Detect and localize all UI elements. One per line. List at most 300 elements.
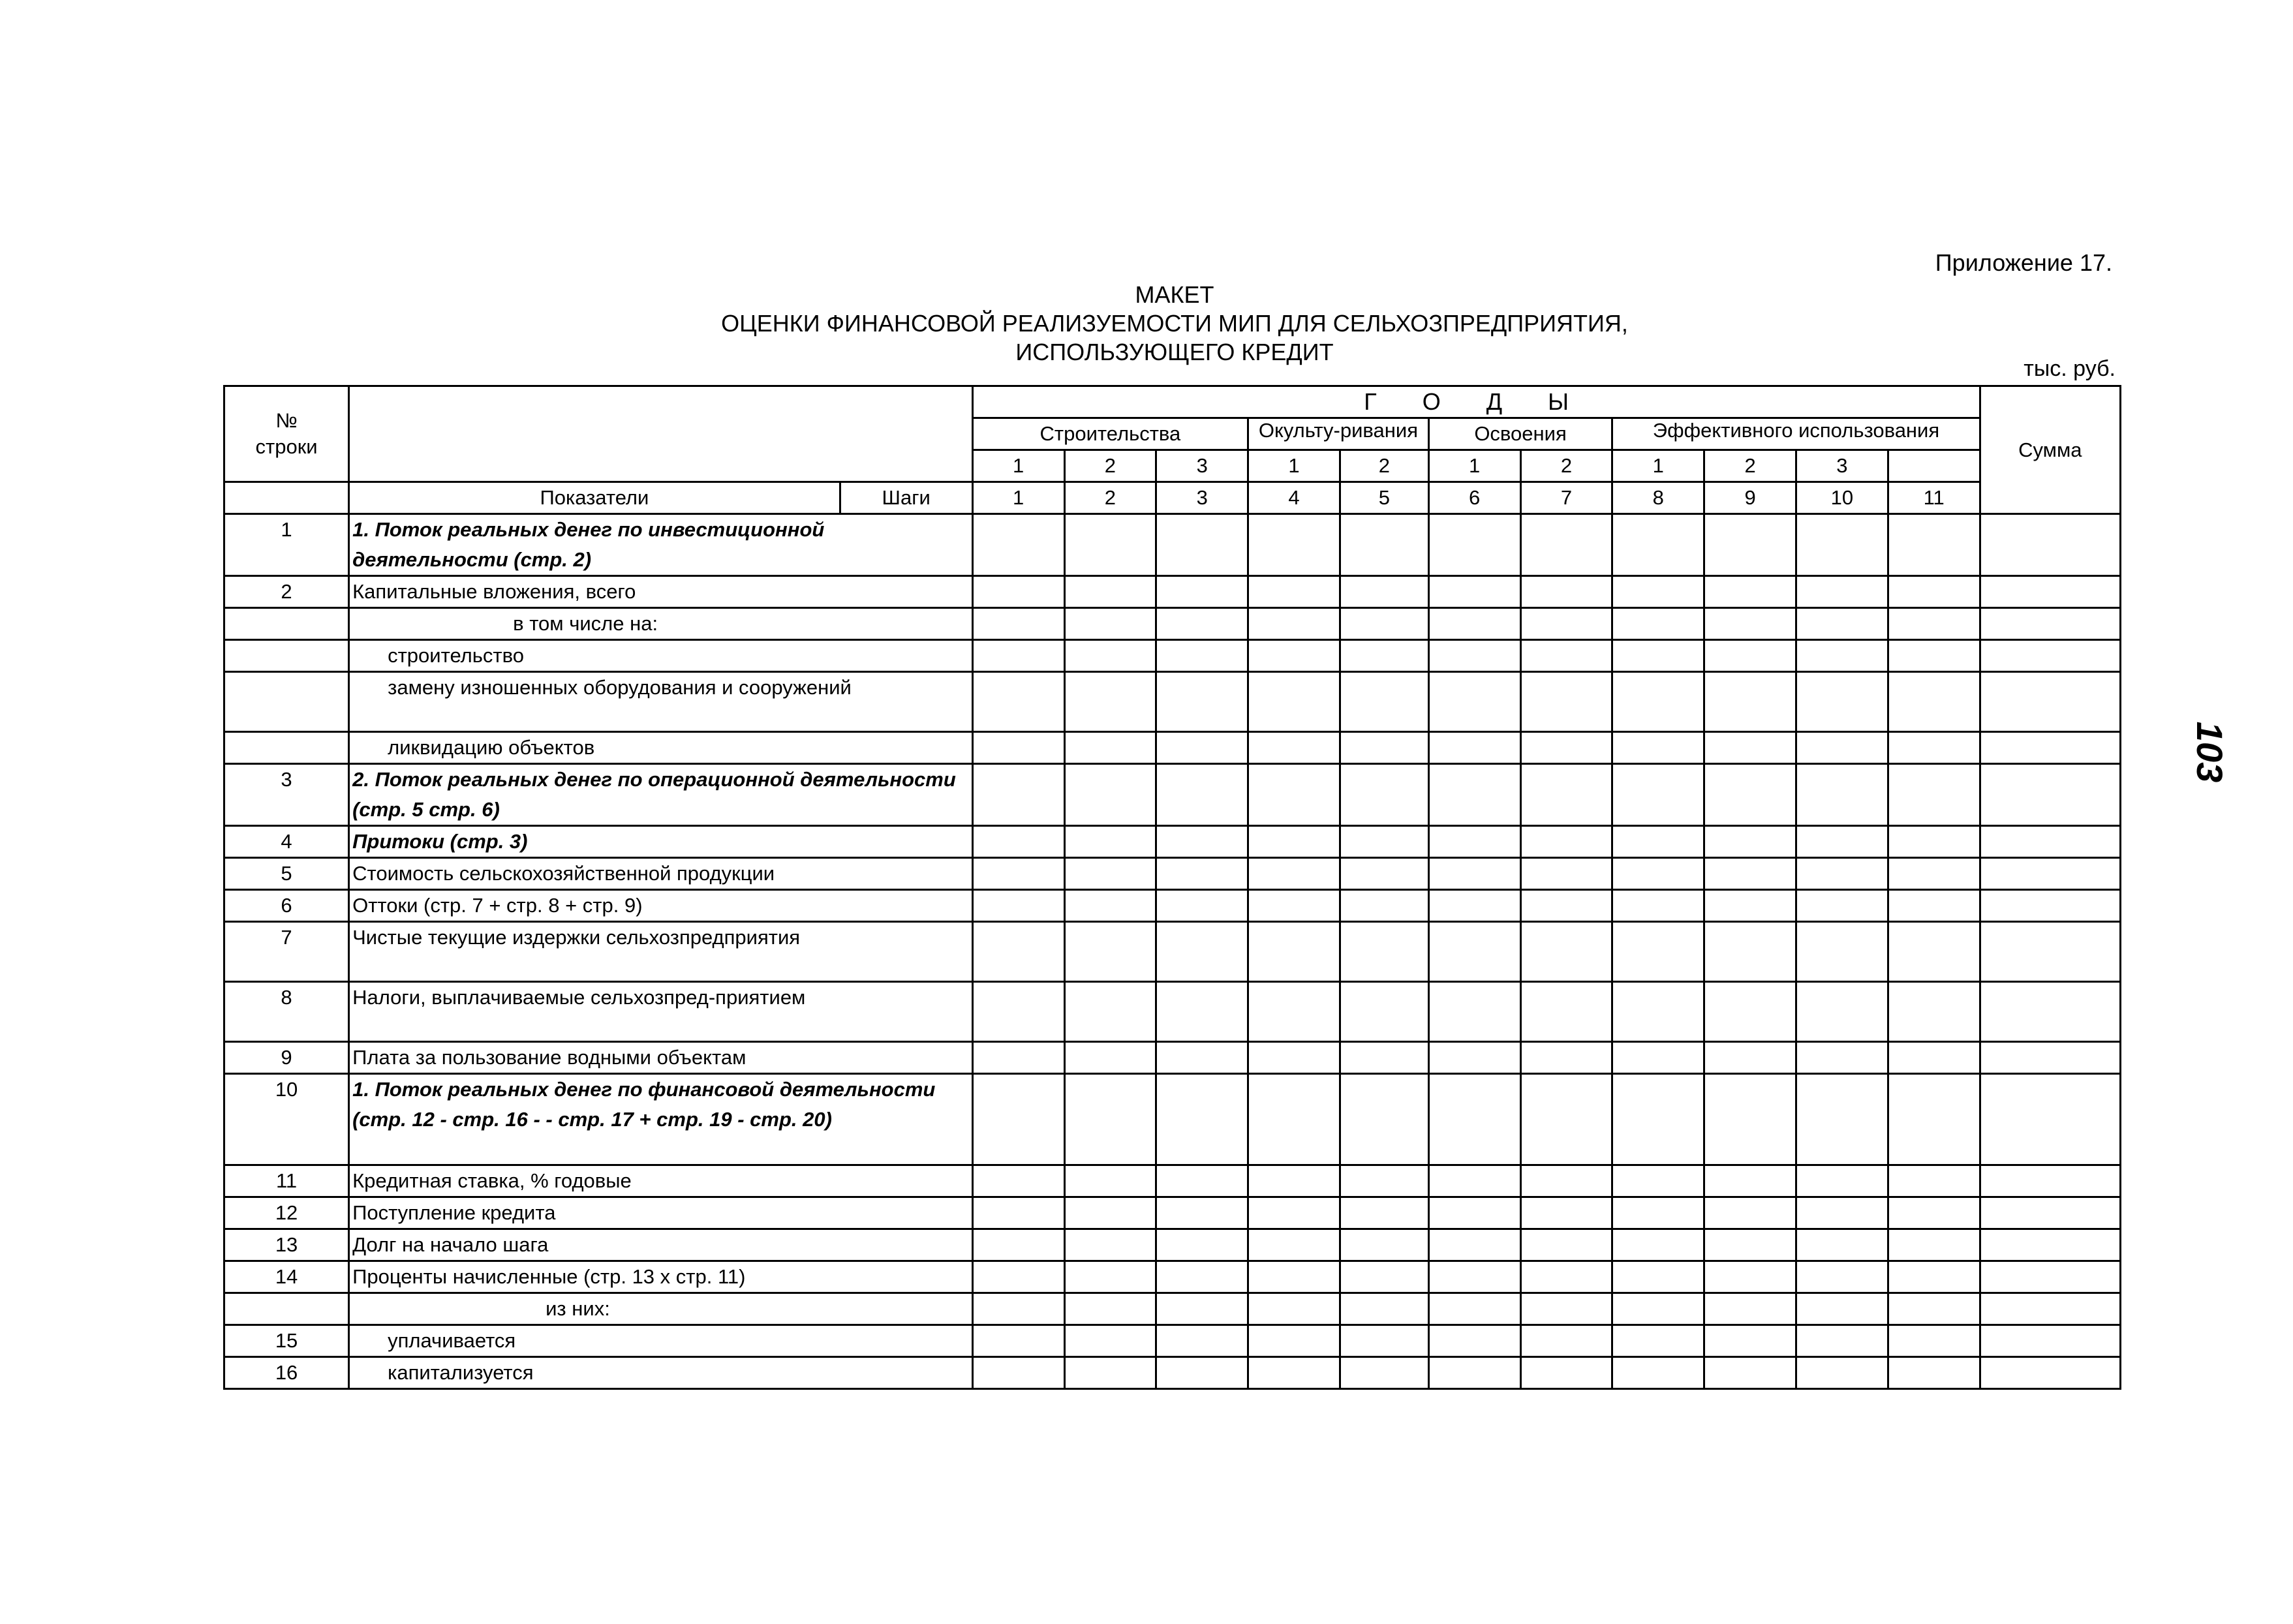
value-cell[interactable] (1520, 1197, 1612, 1229)
row-number (224, 1293, 349, 1325)
sum-cell[interactable] (1980, 1261, 2120, 1293)
header-indicators-blank (349, 386, 973, 482)
value-cell[interactable] (1796, 672, 1888, 732)
sum-cell[interactable] (1980, 1357, 2120, 1389)
period-construction: Строительства (972, 418, 1248, 450)
table-row (224, 640, 2121, 672)
value-cell[interactable] (1428, 640, 1520, 672)
value-cell[interactable] (1064, 732, 1156, 764)
value-cell[interactable] (1704, 576, 1796, 608)
table-row (224, 858, 2121, 890)
value-cell[interactable] (1428, 732, 1520, 764)
value-cell[interactable] (1156, 1325, 1248, 1357)
value-cell[interactable] (1612, 1165, 1704, 1197)
value-cell[interactable] (1156, 982, 1248, 1042)
value-cell[interactable] (1340, 1197, 1428, 1229)
value-cell[interactable] (1796, 1197, 1888, 1229)
row-indicator: Плата за пользование водными объектам (349, 1042, 973, 1074)
value-cell[interactable] (972, 1357, 1064, 1389)
value-cell[interactable] (1520, 1357, 1612, 1389)
value-cell[interactable] (1520, 1229, 1612, 1261)
value-cell[interactable] (1340, 672, 1428, 732)
sum-cell[interactable] (1980, 982, 2120, 1042)
value-cell[interactable] (1064, 1325, 1156, 1357)
value-cell[interactable] (1064, 1229, 1156, 1261)
value-cell[interactable] (1064, 1197, 1156, 1229)
value-cell[interactable] (1520, 514, 1612, 576)
table-body (224, 514, 2121, 1389)
value-cell[interactable] (1888, 922, 1980, 982)
header-sum: Сумма (1980, 386, 2120, 514)
sum-cell[interactable] (1980, 576, 2120, 608)
value-cell[interactable] (1612, 576, 1704, 608)
header-row-no-blank (224, 482, 349, 514)
value-cell[interactable] (1888, 858, 1980, 890)
value-cell[interactable] (1156, 1261, 1248, 1293)
value-cell[interactable] (972, 890, 1064, 922)
table-row (224, 826, 2121, 858)
title-line-3: ИСПОЛЬЗУЮЩЕГО КРЕДИТ (1015, 339, 1334, 365)
value-cell[interactable] (1612, 922, 1704, 982)
value-cell[interactable] (1796, 982, 1888, 1042)
table-row (224, 890, 2121, 922)
value-cell[interactable] (1340, 514, 1428, 576)
value-cell[interactable] (1248, 732, 1340, 764)
value-cell[interactable] (1888, 764, 1980, 826)
value-cell[interactable] (972, 1325, 1064, 1357)
value-cell[interactable] (1796, 764, 1888, 826)
value-cell[interactable] (1428, 514, 1520, 576)
value-cell[interactable] (1340, 576, 1428, 608)
value-cell[interactable] (1428, 1042, 1520, 1074)
value-cell[interactable] (1340, 1165, 1428, 1197)
value-cell[interactable] (1248, 672, 1340, 732)
sum-cell[interactable] (1980, 608, 2120, 640)
value-cell[interactable] (1520, 576, 1612, 608)
value-cell[interactable] (1704, 1357, 1796, 1389)
value-cell[interactable] (972, 922, 1064, 982)
value-cell[interactable] (1248, 826, 1340, 858)
value-cell[interactable] (1428, 1074, 1520, 1165)
row-indicator: Чистые текущие издержки сельхозпредприятия (349, 922, 973, 982)
value-cell[interactable] (1248, 1325, 1340, 1357)
row-number: 11 (224, 1165, 349, 1197)
value-cell[interactable] (1156, 1229, 1248, 1261)
value-cell[interactable] (1796, 1261, 1888, 1293)
value-cell[interactable] (1156, 922, 1248, 982)
value-cell[interactable] (1888, 1042, 1980, 1074)
header-indicators (349, 482, 973, 514)
value-cell[interactable] (1340, 1074, 1428, 1165)
value-cell[interactable] (1888, 982, 1980, 1042)
value-cell[interactable] (1612, 890, 1704, 922)
value-cell[interactable] (1064, 982, 1156, 1042)
value-cell[interactable] (1796, 826, 1888, 858)
value-cell[interactable] (1888, 1229, 1980, 1261)
value-cell[interactable] (1796, 1042, 1888, 1074)
value-cell[interactable] (1064, 1165, 1156, 1197)
value-cell[interactable] (1612, 732, 1704, 764)
value-cell[interactable] (1704, 982, 1796, 1042)
value-cell[interactable] (1064, 672, 1156, 732)
value-cell[interactable] (972, 608, 1064, 640)
value-cell[interactable] (1064, 576, 1156, 608)
value-cell[interactable] (1520, 1293, 1612, 1325)
value-cell[interactable] (1428, 1325, 1520, 1357)
value-cell[interactable] (1156, 890, 1248, 922)
sum-cell[interactable] (1980, 732, 2120, 764)
value-cell[interactable] (1428, 1261, 1520, 1293)
value-cell[interactable] (1796, 1357, 1888, 1389)
value-cell[interactable] (1248, 1229, 1340, 1261)
value-cell[interactable] (1796, 1293, 1888, 1325)
value-cell[interactable] (1064, 1261, 1156, 1293)
value-cell[interactable] (1156, 1197, 1248, 1229)
value-cell[interactable] (1888, 608, 1980, 640)
value-cell[interactable] (1156, 576, 1248, 608)
row-number: 8 (224, 982, 349, 1042)
value-cell[interactable] (1156, 826, 1248, 858)
value-cell[interactable] (1248, 608, 1340, 640)
value-cell[interactable] (1888, 514, 1980, 576)
value-cell[interactable] (1156, 732, 1248, 764)
sum-cell[interactable] (1980, 1042, 2120, 1074)
value-cell[interactable] (1888, 1261, 1980, 1293)
value-cell[interactable] (1520, 608, 1612, 640)
table-row (224, 576, 2121, 608)
row-indicator: из них: (349, 1293, 973, 1325)
value-cell[interactable] (1340, 890, 1428, 922)
value-cell[interactable] (1064, 858, 1156, 890)
value-cell[interactable] (1248, 1293, 1340, 1325)
value-cell[interactable] (1704, 1042, 1796, 1074)
step-number: 5 (1340, 482, 1428, 514)
value-cell[interactable] (1156, 1074, 1248, 1165)
value-cell[interactable] (1064, 890, 1156, 922)
table-row (224, 1325, 2121, 1357)
value-cell[interactable] (1612, 1229, 1704, 1261)
value-cell[interactable] (1612, 1261, 1704, 1293)
value-cell[interactable] (1704, 1165, 1796, 1197)
sum-cell[interactable] (1980, 1229, 2120, 1261)
value-cell[interactable] (1704, 1293, 1796, 1325)
sum-cell[interactable] (1980, 1293, 2120, 1325)
value-cell[interactable] (1156, 1165, 1248, 1197)
value-cell[interactable] (1156, 640, 1248, 672)
value-cell[interactable] (1520, 982, 1612, 1042)
value-cell[interactable] (972, 1197, 1064, 1229)
value-cell[interactable] (1428, 576, 1520, 608)
value-cell[interactable] (1428, 1165, 1520, 1197)
value-cell[interactable] (1796, 1165, 1888, 1197)
value-cell[interactable] (1704, 732, 1796, 764)
sum-cell[interactable] (1980, 1074, 2120, 1165)
table-row (224, 608, 2121, 640)
value-cell[interactable] (1612, 858, 1704, 890)
value-cell[interactable] (1340, 1293, 1428, 1325)
value-cell[interactable] (1888, 1293, 1980, 1325)
sum-cell[interactable] (1980, 672, 2120, 732)
value-cell[interactable] (1612, 1042, 1704, 1074)
value-cell[interactable] (1064, 1357, 1156, 1389)
value-cell[interactable] (1428, 982, 1520, 1042)
value-cell[interactable] (1520, 672, 1612, 732)
value-cell[interactable] (1888, 640, 1980, 672)
value-cell[interactable] (1612, 640, 1704, 672)
table-row (224, 514, 2121, 576)
value-cell[interactable] (1704, 640, 1796, 672)
value-cell[interactable] (1520, 1042, 1612, 1074)
value-cell[interactable] (1428, 672, 1520, 732)
value-cell[interactable] (1612, 672, 1704, 732)
row-indicator: 1. Поток реальных денег по инвестиционной деятельности (стр. 2) (349, 514, 973, 576)
table-row (224, 922, 2121, 982)
value-cell[interactable] (1156, 608, 1248, 640)
value-cell[interactable] (1888, 1165, 1980, 1197)
value-cell[interactable] (1796, 1229, 1888, 1261)
value-cell[interactable] (1704, 1074, 1796, 1165)
value-cell[interactable] (1704, 826, 1796, 858)
value-cell[interactable] (1612, 764, 1704, 826)
value-cell[interactable] (1612, 514, 1704, 576)
value-cell[interactable] (1428, 1357, 1520, 1389)
row-number (224, 608, 349, 640)
sum-cell[interactable] (1980, 514, 2120, 576)
period-year: 2 (1064, 450, 1156, 482)
value-cell[interactable] (972, 826, 1064, 858)
value-cell[interactable] (1064, 640, 1156, 672)
row-number: 2 (224, 576, 349, 608)
sum-cell[interactable] (1980, 1197, 2120, 1229)
value-cell[interactable] (1888, 1325, 1980, 1357)
value-cell[interactable] (1704, 922, 1796, 982)
value-cell[interactable] (1248, 1357, 1340, 1389)
value-cell[interactable] (1520, 1325, 1612, 1357)
financial-table (223, 385, 2121, 1390)
row-indicator: Налоги, выплачиваемые сельхозпред-приятием (349, 982, 973, 1042)
value-cell[interactable] (1612, 1325, 1704, 1357)
row-number: 14 (224, 1261, 349, 1293)
value-cell[interactable] (1704, 1197, 1796, 1229)
value-cell[interactable] (1888, 1197, 1980, 1229)
value-cell[interactable] (1796, 576, 1888, 608)
table-row (224, 982, 2121, 1042)
value-cell[interactable] (1612, 982, 1704, 1042)
value-cell[interactable] (1796, 732, 1888, 764)
table-row (224, 1261, 2121, 1293)
value-cell[interactable] (1248, 576, 1340, 608)
period-development: Освоения (1428, 418, 1612, 450)
value-cell[interactable] (1520, 1261, 1612, 1293)
value-cell[interactable] (1248, 764, 1340, 826)
appendix-label: Приложение 17. (1935, 249, 2112, 276)
value-cell[interactable] (1796, 858, 1888, 890)
value-cell[interactable] (1156, 764, 1248, 826)
value-cell[interactable] (1612, 1197, 1704, 1229)
value-cell[interactable] (1248, 1074, 1340, 1165)
value-cell[interactable] (1248, 922, 1340, 982)
value-cell[interactable] (1520, 922, 1612, 982)
value-cell[interactable] (972, 1261, 1064, 1293)
value-cell[interactable] (1888, 1357, 1980, 1389)
value-cell[interactable] (1248, 1165, 1340, 1197)
value-cell[interactable] (1704, 672, 1796, 732)
value-cell[interactable] (972, 672, 1064, 732)
value-cell[interactable] (1156, 1042, 1248, 1074)
value-cell[interactable] (1428, 858, 1520, 890)
value-cell[interactable] (1704, 1325, 1796, 1357)
sum-cell[interactable] (1980, 826, 2120, 858)
value-cell[interactable] (1612, 1074, 1704, 1165)
value-cell[interactable] (1156, 1293, 1248, 1325)
value-cell[interactable] (1340, 1357, 1428, 1389)
value-cell[interactable] (1248, 1042, 1340, 1074)
value-cell[interactable] (1340, 1325, 1428, 1357)
value-cell[interactable] (1428, 1229, 1520, 1261)
value-cell[interactable] (1796, 640, 1888, 672)
value-cell[interactable] (1340, 764, 1428, 826)
value-cell[interactable] (1428, 890, 1520, 922)
value-cell[interactable] (1340, 922, 1428, 982)
sum-cell[interactable] (1980, 1165, 2120, 1197)
value-cell[interactable] (972, 514, 1064, 576)
value-cell[interactable] (972, 1165, 1064, 1197)
value-cell[interactable] (1248, 514, 1340, 576)
row-indicator: Кредитная ставка, % годовые (349, 1165, 973, 1197)
value-cell[interactable] (1796, 922, 1888, 982)
value-cell[interactable] (1428, 1293, 1520, 1325)
value-cell[interactable] (972, 640, 1064, 672)
value-cell[interactable] (1248, 1261, 1340, 1293)
value-cell[interactable] (1704, 890, 1796, 922)
value-cell[interactable] (1704, 858, 1796, 890)
value-cell[interactable] (1796, 890, 1888, 922)
row-number: 9 (224, 1042, 349, 1074)
value-cell[interactable] (1520, 826, 1612, 858)
value-cell[interactable] (1064, 764, 1156, 826)
value-cell[interactable] (972, 1293, 1064, 1325)
value-cell[interactable] (1340, 608, 1428, 640)
value-cell[interactable] (1428, 1197, 1520, 1229)
value-cell[interactable] (1520, 858, 1612, 890)
value-cell[interactable] (1520, 640, 1612, 672)
value-cell[interactable] (1704, 1229, 1796, 1261)
value-cell[interactable] (1704, 514, 1796, 576)
value-cell[interactable] (1704, 1261, 1796, 1293)
value-cell[interactable] (1520, 1165, 1612, 1197)
row-indicator: в том числе на: (349, 608, 973, 640)
value-cell[interactable] (1796, 608, 1888, 640)
value-cell[interactable] (1520, 1074, 1612, 1165)
value-cell[interactable] (1428, 764, 1520, 826)
period-year: 2 (1340, 450, 1428, 482)
period-year: 1 (972, 450, 1064, 482)
value-cell[interactable] (1340, 640, 1428, 672)
value-cell[interactable] (1156, 672, 1248, 732)
row-indicator: Стоимость сельскохозяйственной продукции (349, 858, 973, 890)
value-cell[interactable] (972, 764, 1064, 826)
value-cell[interactable] (972, 1229, 1064, 1261)
value-cell[interactable] (1888, 1074, 1980, 1165)
value-cell[interactable] (1248, 982, 1340, 1042)
sum-cell[interactable] (1980, 890, 2120, 922)
sum-cell[interactable] (1980, 764, 2120, 826)
value-cell[interactable] (1248, 1197, 1340, 1229)
value-cell[interactable] (972, 1074, 1064, 1165)
value-cell[interactable] (1064, 514, 1156, 576)
value-cell[interactable] (972, 732, 1064, 764)
period-year: 2 (1704, 450, 1796, 482)
value-cell[interactable] (1796, 1074, 1888, 1165)
value-cell[interactable] (1340, 982, 1428, 1042)
value-cell[interactable] (1612, 826, 1704, 858)
value-cell[interactable] (1340, 1261, 1428, 1293)
value-cell[interactable] (1156, 1357, 1248, 1389)
header-row-no-label: № строки (255, 409, 318, 458)
value-cell[interactable] (1520, 764, 1612, 826)
value-cell[interactable] (1428, 826, 1520, 858)
value-cell[interactable] (1704, 764, 1796, 826)
value-cell[interactable] (1340, 732, 1428, 764)
row-indicator: строительство (349, 640, 973, 672)
sum-cell[interactable] (1980, 858, 2120, 890)
value-cell[interactable] (1888, 890, 1980, 922)
value-cell[interactable] (972, 1042, 1064, 1074)
value-cell[interactable] (1156, 858, 1248, 890)
row-indicator: Оттоки (стр. 7 + стр. 8 + стр. 9) (349, 890, 973, 922)
value-cell[interactable] (1156, 514, 1248, 576)
row-number: 4 (224, 826, 349, 858)
value-cell[interactable] (1064, 1074, 1156, 1165)
value-cell[interactable] (1340, 1229, 1428, 1261)
value-cell[interactable] (1248, 890, 1340, 922)
page-number: 103 (2189, 721, 2231, 783)
table-row (224, 1293, 2121, 1325)
sum-cell[interactable] (1980, 1325, 2120, 1357)
value-cell[interactable] (1340, 826, 1428, 858)
value-cell[interactable] (972, 576, 1064, 608)
value-cell[interactable] (972, 858, 1064, 890)
sum-cell[interactable] (1980, 640, 2120, 672)
value-cell[interactable] (1888, 576, 1980, 608)
value-cell[interactable] (1340, 858, 1428, 890)
value-cell[interactable] (1248, 858, 1340, 890)
value-cell[interactable] (1796, 1325, 1888, 1357)
value-cell[interactable] (1796, 514, 1888, 576)
unit-label: тыс. руб. (2024, 356, 2116, 381)
value-cell[interactable] (1064, 1042, 1156, 1074)
value-cell[interactable] (1888, 826, 1980, 858)
value-cell[interactable] (1428, 922, 1520, 982)
value-cell[interactable] (1248, 640, 1340, 672)
value-cell[interactable] (1612, 608, 1704, 640)
value-cell[interactable] (1612, 1293, 1704, 1325)
value-cell[interactable] (1704, 608, 1796, 640)
value-cell[interactable] (1428, 608, 1520, 640)
value-cell[interactable] (972, 982, 1064, 1042)
value-cell[interactable] (1612, 1357, 1704, 1389)
value-cell[interactable] (1520, 890, 1612, 922)
sum-cell[interactable] (1980, 922, 2120, 982)
value-cell[interactable] (1340, 1042, 1428, 1074)
value-cell[interactable] (1064, 1293, 1156, 1325)
value-cell[interactable] (1064, 608, 1156, 640)
value-cell[interactable] (1520, 732, 1612, 764)
value-cell[interactable] (1064, 826, 1156, 858)
value-cell[interactable] (1888, 732, 1980, 764)
value-cell[interactable] (1888, 672, 1980, 732)
value-cell[interactable] (1064, 922, 1156, 982)
